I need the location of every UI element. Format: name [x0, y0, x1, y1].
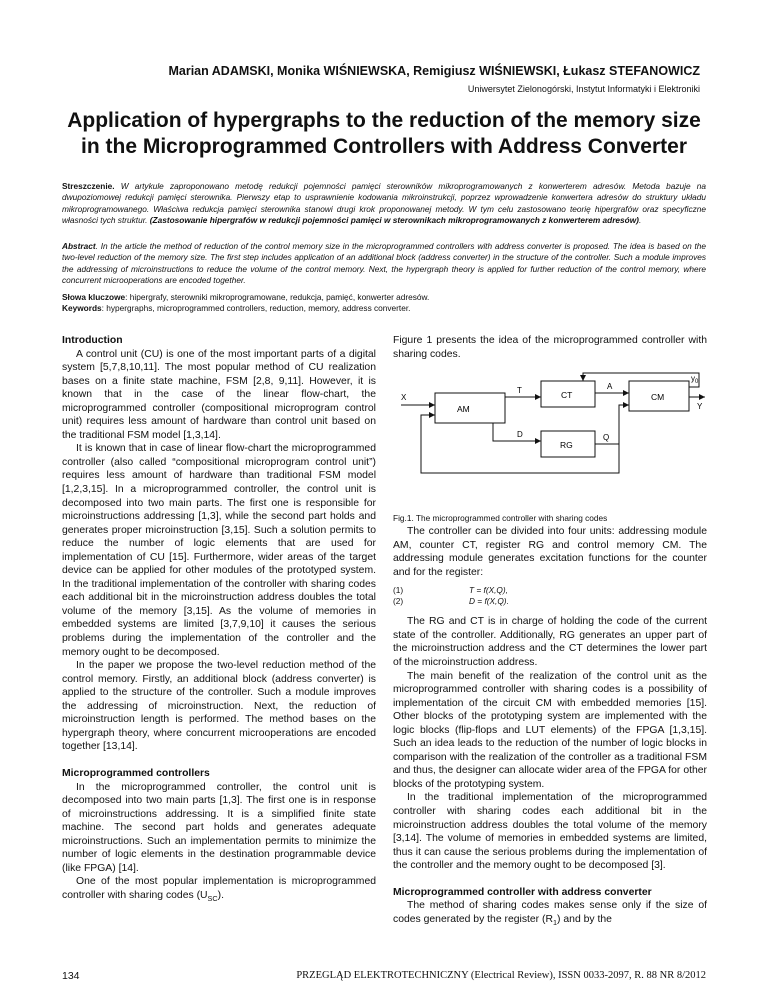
- keywords-en-text: : hypergraphs, microprogrammed controllers, reduction, memory, address converter.: [101, 303, 411, 314]
- figure-1-block-diagram: [393, 369, 707, 497]
- abstract-pl-text: W artykule zaproponowano metodę redukcji pojemności pamięci sterowników mikroprogramowanych z konwerterem adresów. Metoda bazuje na dwupoziomowej redukcji pamięci sterownika. Pierwszy etap to usprawnienie kodowania mikroinstrukcji, poprzez wprowadzenie konwertera adresów do struktury układu mikroprogramowanego. Właściwa redukcja pamięci sterownika stanowi drugi krok proponowanej metody. W tym celu zastosowano teorię hipergrafów oraz specyficzne własności tych struktur.: [62, 181, 706, 226]
- q-to-cm: [595, 405, 629, 444]
- abstract-en-text: . In the article the method of reduction of the control memory size in the microprogrammed controllers with address converter is proposed. The idea is based on the two-level reduction of the memory size. The first step includes application of an additional block (address converter) in the structure of the controller. Such a module improves the addressing of microinstructions to reduce the volume of the control memory. Next, the hypergraph theory is applied for further reduction of the control memory, where concurrent microoperations are encoded together.: [62, 241, 706, 286]
- affiliation: Uniwersytet Zielonogórski, Instytut Informatyki i Elektroniki: [467, 84, 700, 94]
- equation-2-body: D = f(X,Q).: [469, 596, 509, 607]
- equation-1: [393, 585, 707, 596]
- authors: Marian ADAMSKI, Monika WIŚNIEWSKA, Remigiusz WIŚNIEWSKI, Łukasz STEFANOWICZ: [168, 64, 700, 78]
- microprogrammed-controllers-heading: Microprogrammed controllers: [62, 767, 210, 779]
- keywords-pl-label: Słowa kluczowe: [62, 292, 126, 302]
- keywords-en: [62, 303, 706, 314]
- introduction-heading: Introduction: [62, 335, 123, 346]
- equation-1-number: (1): [393, 585, 404, 596]
- mc-paragraph-1: In the microprogrammed controller, the control unit is decomposed into two main parts [1,3]. The first one is in response of microinstructions addressing. It is a simplified finite state machine. The second part holds and generates adequate microinstructions. Such an implementation permits to minimize the number of logic elements in the destination programmable device (like FPGA) [14].: [62, 781, 376, 874]
- right-column: [393, 334, 707, 929]
- label-y0: $y_0$: [691, 374, 699, 386]
- label-ct: CT: [561, 390, 573, 401]
- abstract-pl-end: .: [638, 215, 642, 226]
- label-d: D: [517, 430, 523, 440]
- abstract-pl-label: Streszczenie.: [62, 181, 115, 191]
- label-y: Y: [697, 402, 703, 412]
- intro-paragraph-1: A control unit (CU) is one of the most important parts of a digital system [5,7,8,10,11]. The most popular method of CU realization bases on a finite state machine, FSM [2,8, 9,11]. However, it is known that in the case of the linear flow-chart, the microprogrammed controller (compositional microprogram control unit) requires less amount of hardware than control unit based on the traditional FSM model [1,3,14].: [62, 348, 376, 441]
- left-column: [62, 334, 376, 906]
- label-x: X: [401, 393, 407, 403]
- equation-2-number: (2): [393, 596, 404, 607]
- mc-paragraph-2: One of the most popular implementation is microprogrammed controller with sharing codes $(U_{SC})$.: [62, 876, 376, 903]
- label-t: T: [517, 386, 522, 396]
- label-am: AM: [457, 404, 470, 415]
- title-line-2: in the Microprogrammed Controllers with Address Converter: [81, 135, 687, 158]
- am-block: [435, 393, 505, 423]
- intro-paragraph-2: It is known that in case of linear flow-chart the microprogrammed controller (also called “compositional microprogram control unit”) requires less amount of hardware than traditional FSM model [1,2,3,15]. In a microprogrammed controller, the control unit is decomposed into two main parts. The first one is responsible for microinstructions addressing [1,3], while the second part holds and generates proper microinstruction [3,15]. Such a solution permits to reduce the number of logic elements that are used for implementation of CU [15]. Furthermore, wider areas of the target device can be applied for other modules of the prototyped system. In the traditional implementation of the controller with sharing codes each additional bit in the microinstruction address doubles the total volume of the memory [3,15]. As the volume of memories in embedded systems are limited [3,7,9,10] it causes the serious problems during the implementation of the controller and the memory ought to be decomposed.: [62, 443, 376, 658]
- intro-paragraph-3: In the paper we propose the two-level reduction method of the control memory. Firstly, an additional block (address converter) is applied to the structure of the controller. Such a module improves the addressing of microinstruction. Next, the reduction of microinstruction length is performed. The method bases on the hypergraph theory, where concurrent microoperations are encoded together [13,14].: [62, 660, 376, 753]
- keywords-en-label: Keywords: [62, 303, 102, 314]
- abstract-pl-title: (Zastosowanie hipergrafów w redukcji pojemności pamięci w sterownikach mikroprogramowanych z konwerterem adresów): [149, 215, 639, 226]
- label-rg: RG: [560, 440, 573, 451]
- figure-caption: Fig.1. The microprogrammed controller with sharing codes: [393, 512, 608, 523]
- address-converter-heading: Microprogrammed controller with address converter: [393, 886, 652, 898]
- page-number: 134: [62, 970, 80, 982]
- label-q: Q: [603, 433, 610, 443]
- journal-footer: PRZEGLĄD ELEKTROTECHNICZNY (Electrical Review), ISSN 0033-2097, R. 88 NR 8/2012: [296, 970, 706, 981]
- ac-paragraph-1: The method of sharing codes makes sense only if the size of codes generated by the register $(R_1)$ and by the: [393, 900, 707, 927]
- equation-1-body: T = f(X,Q),: [469, 585, 508, 596]
- right-paragraph-4: In the traditional implementation of the microprogrammed controller with sharing codes each additional bit in the microinstruction address doubles the total volume of the memory [3,14]. The volume of memories in embedded systems are limited, thus it can cause the serious problems during the implementation of the controller and the memory ought to be decomposed [3].: [393, 792, 707, 872]
- label-cm: CM: [651, 392, 665, 403]
- figure-intro: Figure 1 presents the idea of the microprogrammed controller with sharing codes.: [393, 335, 707, 360]
- abstract-en-label: Abstract: [62, 241, 96, 251]
- keywords-pl: [62, 292, 706, 303]
- right-paragraph-2: The RG and CT is in charge of holding the code of the current state of the controller. Additionally, RG generates an upper part of the microinstruction address and the CT determines the lower part of the microinstruction address.: [393, 616, 707, 669]
- keywords-pl-text: : hipergrafy, sterowniki mikroprogramowane, redukcja, pamięć, konwerter adresów.: [125, 292, 430, 302]
- abstract-english: [62, 241, 706, 287]
- right-paragraph-1: The controller can be divided into four units: addressing module AM, counter CT, register RG and control memory CM. The addressing module generates excitation functions for the counter and for the register:: [393, 526, 707, 578]
- abstract-polish: [62, 181, 706, 227]
- keywords-block: [62, 292, 706, 315]
- right-paragraph-3: The main benefit of the realization of the control unit as the microprogrammed controller with sharing codes is a possibility of implementation of the circuit CM with embedded memories [15]. Other blocks of the prototyping system are implemented with the logic blocks (flip-flops and LUT elements) of the FPGA [1,3,15]. Such an idea leads to the reduction of the number of logic blocks in comparison with the realization of the controller as a traditional FSM and thus, the designer can allocate wider area of the FPGA for other blocks of the prototyping system.: [393, 670, 707, 790]
- label-a: A: [607, 382, 613, 392]
- paper-title: [40, 108, 728, 160]
- equation-2: [393, 596, 707, 607]
- title-line-1: Application of hypergraphs to the reduction of the memory size: [67, 109, 701, 132]
